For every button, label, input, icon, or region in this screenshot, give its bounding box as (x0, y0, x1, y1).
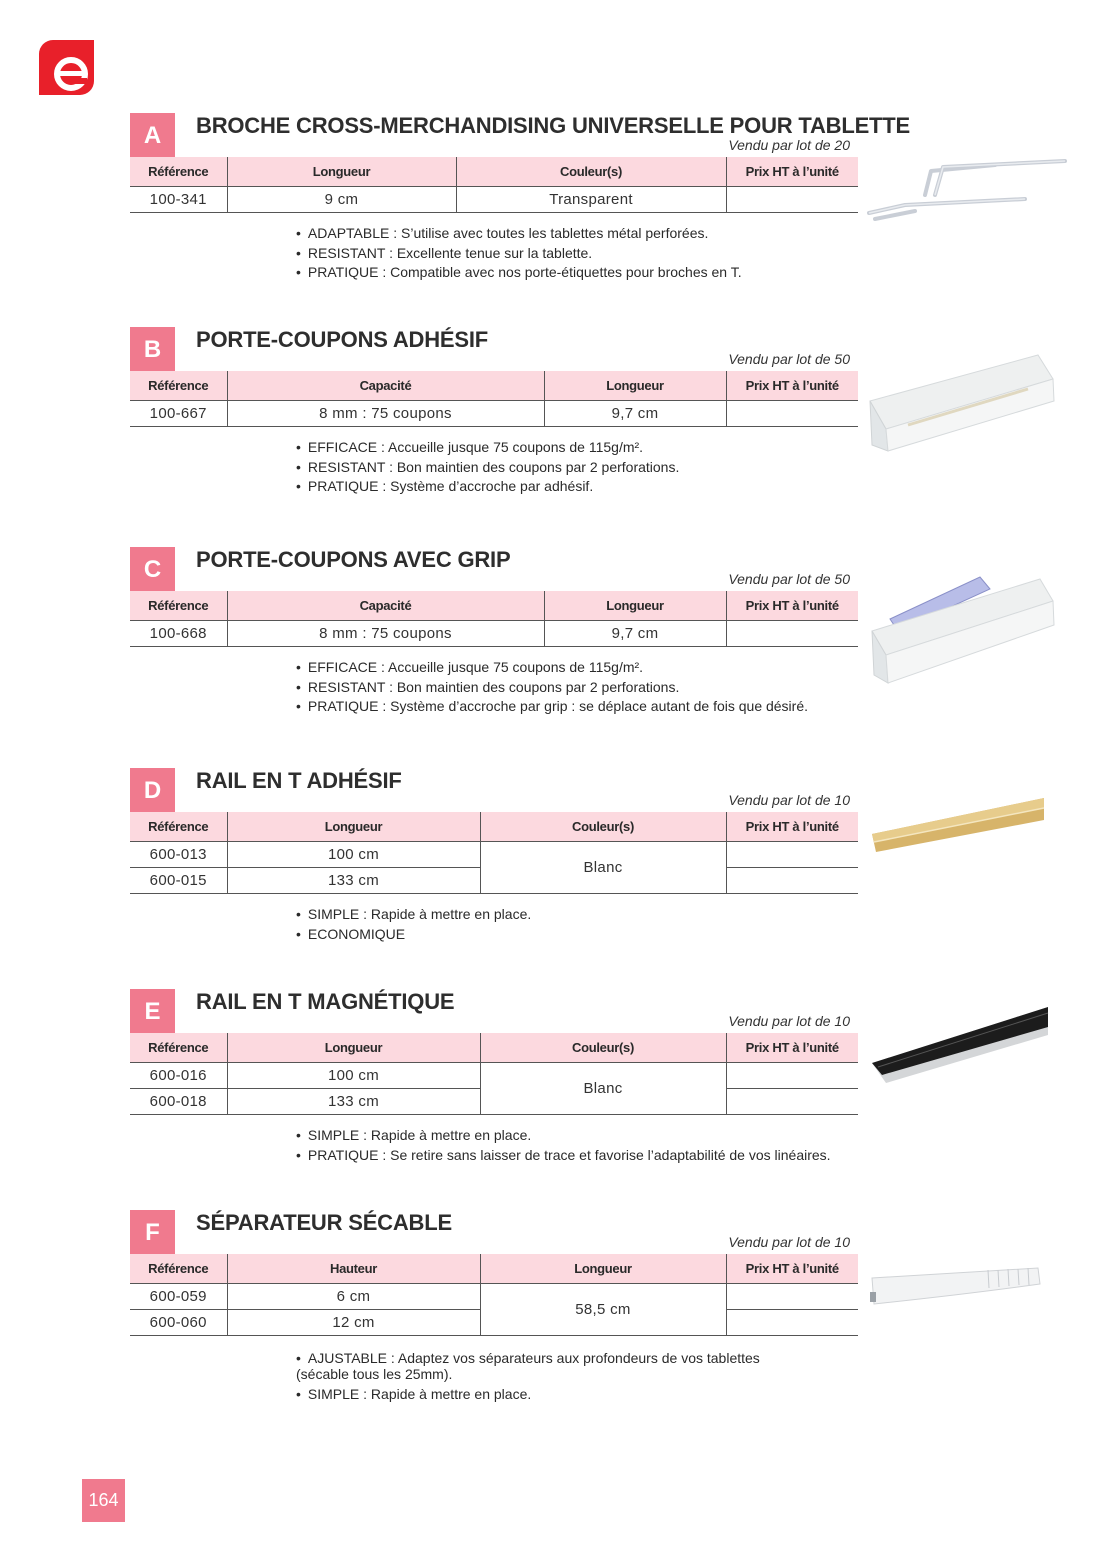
col-reference: Référence (130, 371, 227, 401)
col-prix: Prix HT à l’unité (726, 1033, 858, 1063)
product-title: PORTE-COUPONS AVEC GRIP (196, 547, 511, 572)
lot-size: Vendu par lot de 10 (728, 1013, 850, 1029)
col-capacite: Capacité (227, 371, 544, 401)
feature-item: • PRATIQUE : Système d’accroche par grip : se déplace autant de fois que désiré. (296, 697, 808, 717)
lot-size: Vendu par lot de 10 (728, 792, 850, 808)
col-prix: Prix HT à l’unité (726, 157, 858, 187)
cell-prix (726, 1063, 858, 1089)
col-prix: Prix HT à l’unité (726, 1254, 858, 1284)
col-couleurs: Couleur(s) (480, 812, 726, 842)
section-letter: F (130, 1210, 175, 1255)
feature-list (296, 905, 531, 944)
section-letter: C (130, 547, 175, 592)
col-longueur: Longueur (544, 371, 726, 401)
cell-longueur: 133 cm (227, 1089, 480, 1115)
table-header-row (130, 371, 858, 401)
cell-reference: 100-667 (130, 401, 227, 427)
feature-item: • RESISTANT : Bon maintien des coupons par 2 perforations. (296, 458, 679, 478)
feature-item: • PRATIQUE : Système d’accroche par adhésif. (296, 477, 679, 497)
feature-item: • EFFICACE : Accueille jusque 75 coupons de 115g/m². (296, 658, 808, 678)
col-reference: Référence (130, 591, 227, 621)
col-hauteur: Hauteur (227, 1254, 480, 1284)
col-longueur: Longueur (480, 1254, 726, 1284)
cell-reference: 100-341 (130, 187, 227, 213)
product-table (130, 1254, 858, 1336)
feature-item: • ECONOMIQUE (296, 925, 531, 945)
cell-hauteur: 6 cm (227, 1284, 480, 1310)
cell-longueur: 9 cm (227, 187, 456, 213)
col-prix: Prix HT à l’unité (726, 591, 858, 621)
table-row (130, 401, 858, 427)
product-table (130, 157, 858, 213)
col-couleurs: Couleur(s) (480, 1033, 726, 1063)
table-header-row (130, 1254, 858, 1284)
product-table (130, 591, 858, 647)
feature-item: • RESISTANT : Bon maintien des coupons par 2 perforations. (296, 678, 808, 698)
product-image-rail-magnetique (870, 1005, 1050, 1085)
feature-item: • AJUSTABLE : Adaptez vos séparateurs aux profondeurs de vos tablettes (sécable tous les 25mm). (296, 1350, 816, 1385)
col-longueur: Longueur (227, 812, 480, 842)
cell-longueur: 100 cm (227, 1063, 480, 1089)
col-longueur: Longueur (227, 157, 456, 187)
cell-reference: 600-016 (130, 1063, 227, 1089)
col-reference: Référence (130, 812, 227, 842)
section-letter: A (130, 113, 175, 158)
cell-prix (726, 401, 858, 427)
feature-item: • SIMPLE : Rapide à mettre en place. (296, 905, 531, 925)
table-header-row (130, 157, 858, 187)
cell-reference: 600-018 (130, 1089, 227, 1115)
section-letter: D (130, 768, 175, 813)
cell-prix (726, 1310, 858, 1336)
product-table (130, 812, 858, 894)
feature-list (296, 1350, 816, 1405)
e-logo-icon (39, 40, 94, 95)
product-title: BROCHE CROSS-MERCHANDISING UNIVERSELLE POUR TABLETTE (196, 113, 910, 138)
feature-item: • PRATIQUE : Compatible avec nos porte-étiquettes pour broches en T. (296, 263, 742, 283)
table-row (130, 621, 858, 647)
cell-reference: 600-015 (130, 868, 227, 894)
product-title: RAIL EN T ADHÉSIF (196, 768, 402, 793)
table-header-row (130, 591, 858, 621)
col-capacite: Capacité (227, 591, 544, 621)
feature-list (296, 658, 808, 717)
lot-size: Vendu par lot de 10 (728, 1234, 850, 1250)
table-header-row (130, 1033, 858, 1063)
feature-list (296, 1126, 831, 1165)
cell-reference: 600-013 (130, 842, 227, 868)
table-row (130, 842, 858, 868)
cell-capacite: 8 mm : 75 coupons (227, 621, 544, 647)
feature-list (296, 438, 679, 497)
section-letter: B (130, 327, 175, 372)
cell-prix (726, 621, 858, 647)
col-reference: Référence (130, 157, 227, 187)
product-image-rail-adhesif (870, 794, 1046, 856)
col-reference: Référence (130, 1254, 227, 1284)
table-row (130, 187, 858, 213)
col-prix: Prix HT à l’unité (726, 812, 858, 842)
cell-longueur: 58,5 cm (480, 1284, 726, 1336)
lot-size: Vendu par lot de 50 (728, 571, 850, 587)
feature-item: • EFFICACE : Accueille jusque 75 coupons de 115g/m². (296, 438, 679, 458)
cell-reference: 100-668 (130, 621, 227, 647)
feature-list (296, 224, 742, 283)
cell-prix (726, 1284, 858, 1310)
product-table (130, 371, 858, 427)
cell-couleurs: Blanc (480, 1063, 726, 1115)
section-letter: E (130, 989, 175, 1034)
product-image-broche (865, 153, 1070, 228)
col-reference: Référence (130, 1033, 227, 1063)
cell-reference: 600-060 (130, 1310, 227, 1336)
col-longueur: Longueur (227, 1033, 480, 1063)
lot-size: Vendu par lot de 50 (728, 351, 850, 367)
cell-longueur: 100 cm (227, 842, 480, 868)
product-title: SÉPARATEUR SÉCABLE (196, 1210, 452, 1235)
cell-longueur: 133 cm (227, 868, 480, 894)
feature-item: • RESISTANT : Excellente tenue sur la tablette. (296, 244, 742, 264)
table-header-row (130, 812, 858, 842)
cell-prix (726, 187, 858, 213)
table-row (130, 1284, 858, 1310)
page-number: 164 (82, 1479, 125, 1522)
cell-prix (726, 842, 858, 868)
cell-hauteur: 12 cm (227, 1310, 480, 1336)
product-table (130, 1033, 858, 1115)
feature-item: • PRATIQUE : Se retire sans laisser de trace et favorise l’adaptabilité de vos linéaires. (296, 1146, 831, 1166)
cell-prix (726, 868, 858, 894)
col-longueur: Longueur (544, 591, 726, 621)
product-image-separateur (868, 1264, 1043, 1314)
lot-size: Vendu par lot de 20 (728, 137, 850, 153)
product-image-porte-coupons-grip (870, 559, 1060, 689)
cell-couleurs: Blanc (480, 842, 726, 894)
feature-item: • ADAPTABLE : S’utilise avec toutes les tablettes métal perforées. (296, 224, 742, 244)
cell-longueur: 9,7 cm (544, 621, 726, 647)
cell-longueur: 9,7 cm (544, 401, 726, 427)
feature-item: • SIMPLE : Rapide à mettre en place. (296, 1126, 831, 1146)
product-title: RAIL EN T MAGNÉTIQUE (196, 989, 455, 1014)
product-image-porte-coupons (868, 351, 1058, 456)
table-row (130, 1063, 858, 1089)
col-couleurs: Couleur(s) (456, 157, 726, 187)
col-prix: Prix HT à l’unité (726, 371, 858, 401)
cell-couleurs: Transparent (456, 187, 726, 213)
cell-prix (726, 1089, 858, 1115)
product-title: PORTE-COUPONS ADHÉSIF (196, 327, 489, 352)
cell-capacite: 8 mm : 75 coupons (227, 401, 544, 427)
brand-logo (39, 40, 94, 95)
cell-reference: 600-059 (130, 1284, 227, 1310)
feature-item: • SIMPLE : Rapide à mettre en place. (296, 1385, 816, 1405)
